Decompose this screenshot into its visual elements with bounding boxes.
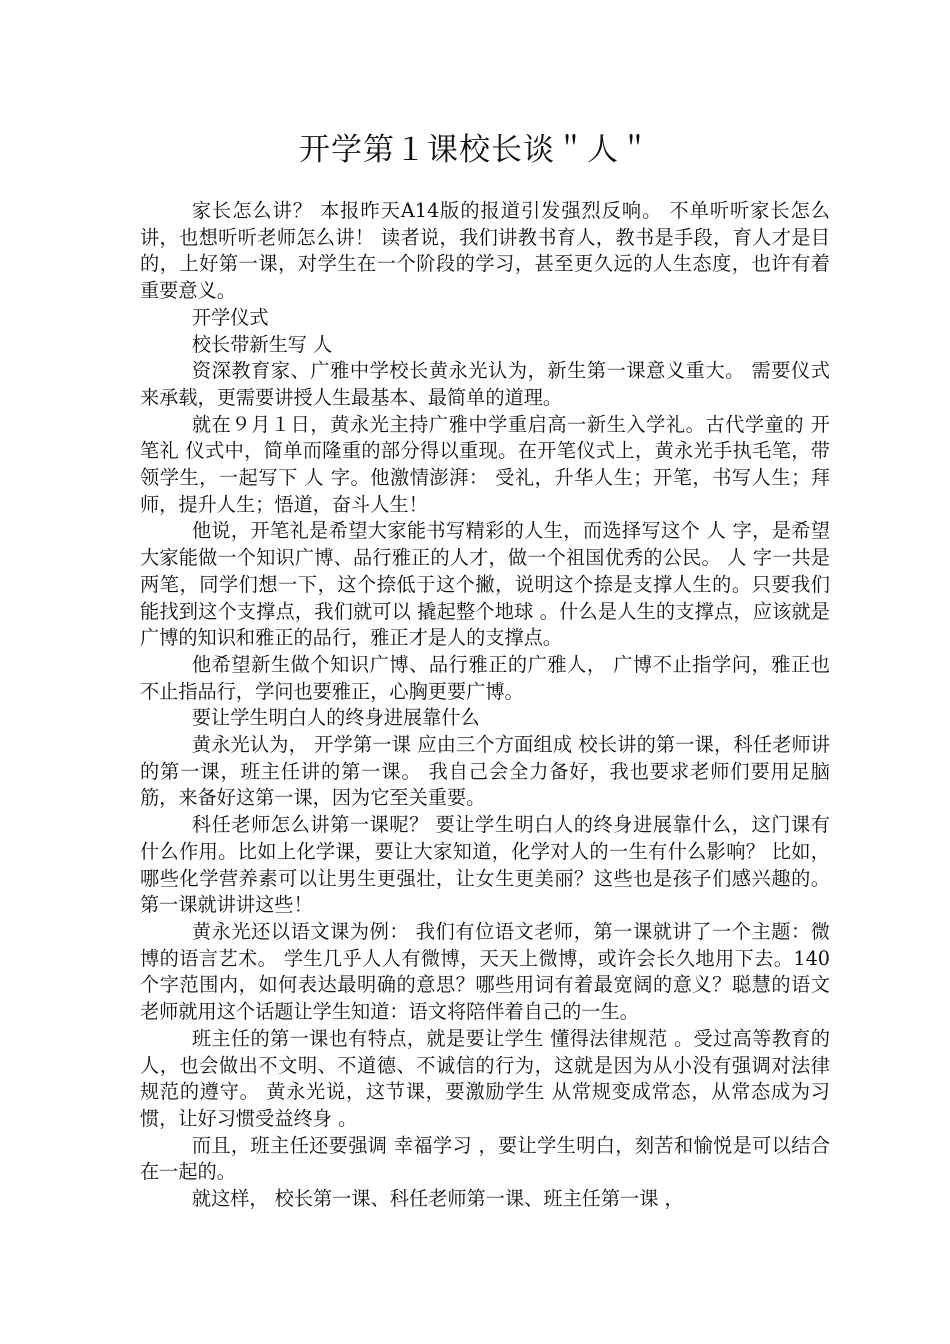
paragraph-hope-for-students: 他希望新生做个知识广博、品行雅正的广雅人， 广博不止指学问，雅正也不止指品行，学问也要雅正，心胸更要广博。 [140, 652, 830, 703]
subheading-principal-writes-ren: 校长带新生写 人 [191, 332, 333, 356]
paragraph-chinese-class-example: 黄永光还以语文课为例： 我们有位语文老师，第一课就讲了一个主题：微博的语言艺术。 学生几乎人人有微博，天天上微博，或许会长久地用下去。140个字范围内，如何表达最明确的意思？哪些用词有着最宽阔的意义？聪慧的语文老师就用这个话题让学生知道：语文将陪伴着自己的一生。 [140, 919, 830, 1024]
paragraph-ceremony-description: 就在９月１日，黄永光主持广雅中学重启高一新生入学礼。古代学童的 开笔礼 仪式中，简单而隆重的部分得以重现。在开笔仪式上，黄永光手执毛笔，带领学生，一起写下 人 字。他激情澎湃： 受礼，升华人生；开笔，书写人生；拜师，提升人生；悟道，奋斗人生！ [140, 412, 830, 516]
document-title: 开学第１课校长谈＂人＂ [299, 132, 651, 168]
paragraph-happy-learning: 而且，班主任还要强调 幸福学习 ，要让学生明白，刻苦和愉悦是可以结合在一起的。 [140, 1133, 830, 1184]
subheading-lifelong-development: 要让学生明白人的终身进展靠什么 [191, 706, 480, 730]
paragraph-meaning-of-ren: 他说，开笔礼是希望大家能书写精彩的人生，而选择写这个 人 字，是希望大家能做一个知识广博、品行雅正的人才，做一个祖国优秀的公民。 人 字一共是两笔，同学们想一下，这个捺低于这个撇，说明这个捺是支撑人生的。只要我们能找到这个支撑点，我们就可以 撬起整个地球 。什么是人生的支撑点，应该就是广博的知识和雅正的品行，雅正才是人的支撑点。 [140, 519, 830, 650]
paragraph-conclusion: 就这样， 校长第一课、科任老师第一课、班主任第一课 ， [191, 1187, 684, 1211]
paragraph-intro: 家长怎么讲？ 本报昨天A14版的报道引发强烈反响。 不单听听家长怎么讲，也想听听老师怎么讲！ 读者说，我们讲教书育人，教书是手段，育人才是目的，上好第一课，对学生在一个阶段的学习，甚至更久远的人生态度，也许有着重要意义。 [140, 199, 830, 303]
subheading-opening-ceremony: 开学仪式 [191, 305, 269, 329]
document-body [140, 198, 830, 1213]
paragraph-three-first-lessons: 黄永光认为， 开学第一课 应由三个方面组成 校长讲的第一课，科任老师讲的第一课，班主任讲的第一课。 我自己会全力备好，我也要求老师们要用足脑筋，来备好这第一课，因为它至关重要。 [140, 733, 830, 810]
paragraph-subject-teachers: 科任老师怎么讲第一课呢？ 要让学生明白人的终身进展靠什么，这门课有什么作用。比如上化学课，要让大家知道，化学对人的一生有什么影响？ 比如，哪些化学营养素可以让男生更强壮，让女生更美丽？这些也是孩子们感兴趣的。第一课就讲讲这些！ [140, 813, 830, 917]
paragraph-homeroom-teacher: 班主任的第一课也有特点，就是要让学生 懂得法律规范 。受过高等教育的人，也会做出不文明、不道德、不诚信的行为，这就是因为从小没有强调对法律规范的遵守。 黄永光说，这节课，要激励学生 从常规变成常态，从常态成为习惯，让好习惯受益终身 。 [140, 1026, 830, 1130]
paragraph-principal-view: 资深教育家、广雅中学校长黄永光认为，新生第一课意义重大。 需要仪式来承载，更需要讲授人生最基本、最简单的道理。 [140, 359, 830, 409]
